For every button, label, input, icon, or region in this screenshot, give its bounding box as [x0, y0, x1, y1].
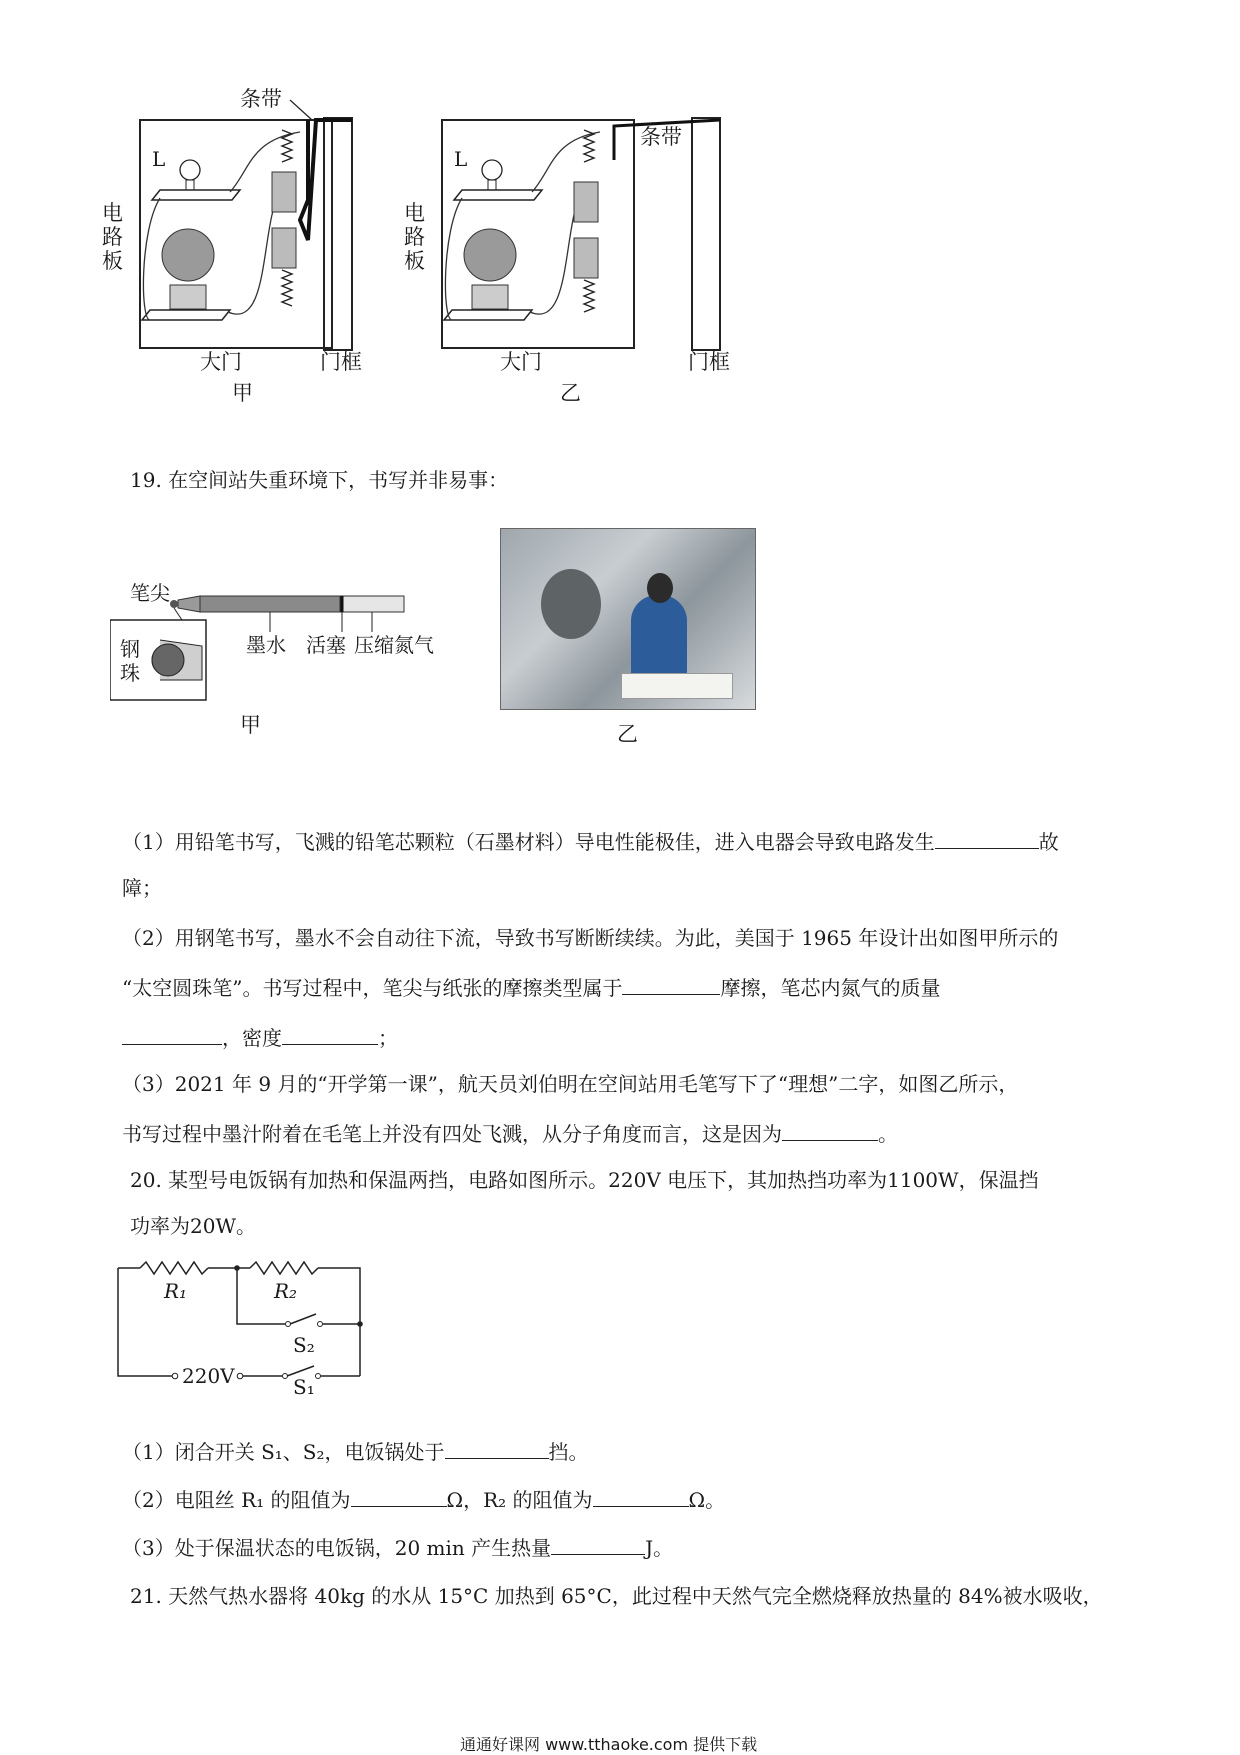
lamp-label-left: L — [152, 147, 166, 171]
r1-label: R₁ — [164, 1279, 188, 1303]
strip-label-right: 条带 — [640, 125, 682, 149]
board-char-2: 路 — [102, 225, 123, 249]
q20-p3-text: （3）处于保温状态的电饭锅，20 min 产生热量 — [122, 1536, 552, 1560]
door-label-right: 大门 — [500, 350, 542, 374]
frame-label-left: 门框 — [320, 350, 362, 374]
board-char-1: 电 — [102, 201, 123, 225]
q19-p2-text: “太空圆珠笔”。书写过程中，笔尖与纸张的摩擦类型属于 — [122, 976, 623, 1000]
s2-switch — [290, 1314, 316, 1324]
board-label-right: 电路板 — [404, 201, 425, 273]
pen-gas-label: 压缩氮气 — [354, 633, 434, 657]
q20-p2 — [122, 1484, 725, 1514]
q20-p2-text: （2）电阻丝 R₁ 的阻值为 — [122, 1488, 351, 1512]
caption-left: 甲 — [232, 381, 253, 405]
q19-p1-tail: 故 — [1038, 830, 1059, 854]
q19-p2-density: ，密度 — [222, 1026, 282, 1050]
q19-p3-line2 — [122, 1118, 898, 1148]
q19-p2-line2 — [122, 972, 940, 1002]
q19-blank-4[interactable] — [282, 1022, 378, 1045]
q19-p1-text: （1）用铅笔书写，飞溅的铅笔芯颗粒（石墨材料）导电性能极佳，进入电器会导致电路发生 — [122, 830, 935, 854]
astronaut-figure — [631, 595, 687, 685]
q20-p1-text: （1）闭合开关 S₁、S₂，电饭锅处于 — [122, 1440, 445, 1464]
q20-blank-2[interactable] — [351, 1484, 447, 1507]
r2-resistor — [250, 1262, 318, 1274]
q19-p3-line1: （3）2021 年 9 月的“开学第一课”，航天员刘伯明在空间站用毛笔写下了“理想”二字，如图乙所示， — [122, 1072, 1019, 1096]
q19-stem: 19. 在空间站失重环境下，书写并非易事： — [130, 468, 509, 492]
footer-watermark: 通通好课网 www.tthaoke.com 提供下载 — [460, 1735, 758, 1754]
q20-p2-mid: Ω，R₂ 的阻值为 — [446, 1488, 593, 1512]
panel-right — [442, 118, 720, 350]
pen-caption: 甲 — [240, 713, 261, 737]
q19-blank-2[interactable] — [622, 972, 720, 995]
door-label-left: 大门 — [200, 350, 242, 374]
door-alarm-figure — [100, 80, 860, 460]
q19-blank-1[interactable] — [935, 826, 1039, 849]
writing-paper — [621, 673, 733, 699]
r2-label: R₂ — [274, 1279, 298, 1303]
pen-ink-label: 墨水 — [246, 633, 286, 657]
q20-blank-3[interactable] — [593, 1484, 689, 1507]
q20-p3-end: J。 — [645, 1536, 674, 1560]
pen-ball-label: 钢珠 — [120, 637, 140, 685]
voltage-label: 220V — [182, 1364, 235, 1388]
panel-left — [140, 100, 352, 350]
hatch-opening — [541, 569, 601, 639]
s2-label: S₂ — [293, 1333, 315, 1357]
astronaut-head — [647, 573, 673, 603]
q19-p3-text: 书写过程中墨汁附着在毛笔上并没有四处飞溅，从分子角度而言，这是因为 — [122, 1122, 782, 1146]
board-label-left — [102, 201, 123, 273]
q20-blank-1[interactable] — [445, 1436, 549, 1459]
q21-stem: 21. 天然气热水器将 40kg 的水从 15°C 加热到 65°C，此过程中天然气完全燃烧释放热量的 84%被水吸收， — [130, 1584, 1103, 1608]
q19-p1-cont: 障； — [122, 876, 162, 900]
photo-caption: 乙 — [617, 722, 638, 746]
board-char-3: 板 — [102, 249, 123, 273]
space-pen-diagram — [110, 580, 450, 740]
pen-tip-label: 笔尖 — [130, 581, 170, 605]
r1-resistor — [140, 1262, 208, 1274]
caption-right: 乙 — [560, 381, 581, 405]
q19-p3-end: 。 — [878, 1122, 898, 1146]
strip-label-left: 条带 — [240, 87, 282, 111]
lamp-label-right: L — [454, 147, 468, 171]
q20-p2-end: Ω。 — [688, 1488, 726, 1512]
q20-stem-line1: 20. 某型号电饭锅有加热和保温两挡，电路如图所示。220V 电压下，其加热挡功率为1100W，保温挡 — [130, 1168, 1039, 1192]
q19-blank-3[interactable] — [122, 1022, 222, 1045]
q19-p2-line1: （2）用钢笔书写，墨水不会自动往下流，导致书写断断续续。为此，美国于 1965 年设计出如图甲所示的 — [122, 926, 1059, 950]
q20-p1-end: 挡。 — [548, 1440, 589, 1464]
q19-p2-line3 — [122, 1022, 398, 1052]
astronaut-photo — [500, 528, 756, 710]
q19-p2-mid: 摩擦，笔芯内氮气的质量 — [720, 976, 941, 1000]
s1-label: S₁ — [293, 1375, 315, 1396]
q20-p3 — [122, 1532, 673, 1562]
q20-stem-line2: 功率为20W。 — [130, 1214, 257, 1238]
q19-p2-end: ； — [378, 1026, 398, 1050]
frame-label-right: 门框 — [688, 350, 730, 374]
q19-p1 — [122, 826, 1059, 856]
q20-p1 — [122, 1436, 589, 1466]
rice-cooker-circuit — [110, 1256, 380, 1396]
pen-piston-label: 活塞 — [306, 633, 346, 657]
q20-blank-4[interactable] — [551, 1532, 645, 1555]
q19-blank-5[interactable] — [782, 1118, 878, 1141]
